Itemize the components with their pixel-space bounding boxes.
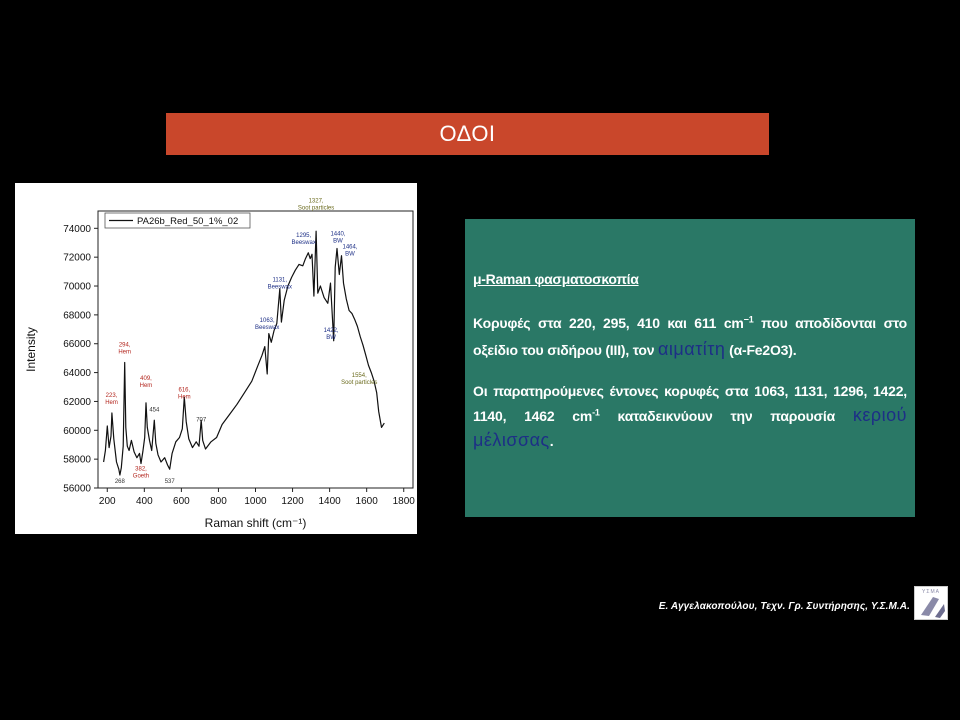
hematite-paragraph: Κορυφές στα 220, 295, 410 και 611 $cm^{-1}$ που αποδίδονται στο οξείδιο του σιδήρου (ΙΙΙ), τον αιματίτη (α-Fe2O3). (473, 314, 907, 359)
peak-label-sub: Beeswax (291, 239, 316, 246)
peak-label: 537 (164, 478, 175, 485)
y-tick-label: 60000 (63, 425, 91, 437)
peak-label: 294, (118, 342, 131, 349)
x-tick-label: 400 (135, 496, 153, 507)
spectrum-line (104, 231, 385, 475)
peak-label-sub: Soot particles (341, 379, 378, 386)
section-heading: μ-Raman φασματοσκοπία (473, 271, 639, 287)
raman-chart-panel (15, 183, 417, 534)
logo-text: ΥΣΜΑ (922, 589, 940, 595)
peak-label-sub: Beeswax (267, 284, 292, 291)
peak-label-sub: BW (326, 335, 336, 342)
x-tick-label: 800 (210, 496, 227, 507)
x-tick-label: 1600 (355, 496, 378, 507)
peak-label: 1554, (351, 372, 367, 379)
peak-label: 616, (178, 387, 191, 394)
plot-frame (98, 211, 413, 488)
hematite-highlight: αιματίτη (658, 339, 726, 359)
peak-label-sub: Hem (118, 349, 132, 356)
text-panel (465, 219, 915, 517)
peak-label-sub: Hem (178, 394, 191, 401)
peak-label: 1440, (330, 231, 346, 238)
peak-label-sub: BW (333, 238, 343, 245)
peak-label: 1464, (342, 244, 358, 251)
y-tick-label: 64000 (63, 368, 91, 380)
peak-label-sub: Beeswax (254, 325, 280, 332)
y-tick-label: 70000 (63, 281, 91, 293)
peak-label: 454 (149, 407, 160, 414)
peak-label: 707 (196, 417, 207, 424)
peak-label-sub: Hem (139, 382, 153, 389)
y-tick-label: 62000 (63, 396, 91, 408)
peak-label: 409, (140, 375, 152, 382)
x-tick-label: 1400 (318, 496, 341, 507)
legend-label: PA26b_Red_50_1%_02 (137, 216, 239, 227)
y-tick-label: 66000 (63, 339, 91, 351)
peak-label: 382, (135, 466, 147, 473)
peak-label-sub: Soot particles (297, 205, 335, 212)
y-tick-label: 68000 (63, 310, 91, 322)
peak-label: 1131, (272, 277, 288, 284)
x-tick-label: 1800 (392, 496, 415, 507)
peak-label: 223, (105, 393, 118, 400)
institution-logo (914, 586, 948, 620)
peak-label: 1295, (296, 232, 312, 239)
slide-title: ΟΔΟΙ (439, 121, 496, 146)
author-credit: Ε. Αγγελακοπούλου, Τεχν. Γρ. Συντήρησης, Υ.Σ.Μ.Α. (658, 601, 910, 612)
y-tick-label: 72000 (63, 252, 91, 264)
y-tick-label: 58000 (63, 454, 91, 466)
peak-label: 1063, (259, 318, 275, 325)
y-axis-label: Intensity (24, 327, 38, 372)
logo-emblem-icon (915, 587, 949, 621)
beeswax-highlight: κεριού μέλισσας (473, 405, 907, 450)
peak-label: 1327, (308, 198, 324, 205)
x-tick-label: 1200 (281, 496, 304, 507)
x-tick-label: 200 (98, 496, 116, 507)
slide-title-bar (166, 113, 769, 155)
raman-spectrum-chart (15, 183, 417, 534)
x-axis-label: Raman shift (cm⁻¹) (204, 516, 307, 530)
beeswax-paragraph: Οι παρατηρούμενες έντονες κορυφές στα 1063, 1131, 1296, 1422, 1140, 1462 $cm^{-1}$ καταδεικνύουν την παρουσία κεριού μέλισσας. (473, 383, 907, 450)
peak-label: 268 (114, 478, 125, 485)
x-tick-label: 600 (173, 496, 190, 507)
x-tick-label: 1000 (244, 496, 267, 507)
peak-label-sub: Hem (105, 400, 118, 407)
y-tick-label: 74000 (63, 223, 91, 235)
peak-label-sub: Goeth (132, 473, 150, 480)
y-tick-label: 56000 (63, 483, 91, 495)
peak-label-sub: BW (345, 251, 355, 258)
peak-label: 1422, (323, 328, 339, 335)
